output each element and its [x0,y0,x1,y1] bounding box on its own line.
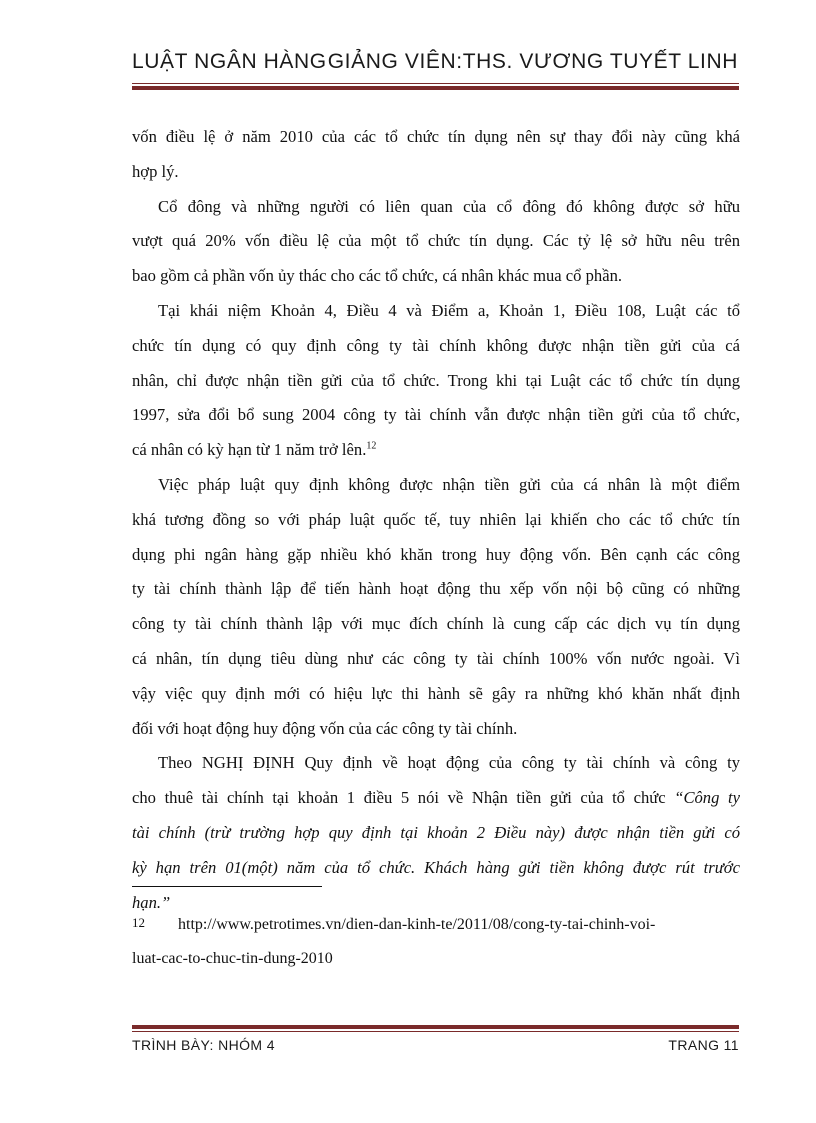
text-line: vượt quá 20% vốn điều lệ của một tổ chức tín dụng. Các tỷ lệ sở hữu nêu trên [132,231,740,251]
quote-line: tài chính (trừ trường hợp quy định tại khoản 2 Điều này) được nhận tiền gửi có [132,822,740,842]
text-line: 1997, sửa đổi bổ sung 2004 công ty tài chính vẫn được nhận tiền gửi của tổ chức, [132,405,740,425]
paragraph-2 [132,190,740,294]
text-line: công ty tài chính thành lập với mục đích chính là cung cấp các dịch vụ tín dụng [132,614,740,634]
footer-page-number: TRANG 11 [668,1037,739,1053]
text-line: chức tín dụng có quy định công ty tài chính không được nhận tiền gửi của cá [132,335,740,355]
paragraph-4 [132,468,740,746]
text-line: ty tài chính thành lập để tiến hành hoạt động thu xếp vốn nội bộ cũng có những [132,579,740,599]
footnote-reference: 12 [366,440,377,452]
footnote-url-continuation[interactable]: luat-cac-to-chuc-tin-dung-2010 [132,950,333,967]
text-line: Cổ đông và những người có liên quan của cổ đông đó không được sở hữu [158,196,740,216]
footer-rule [132,1025,739,1032]
text-line: Việc pháp luật quy định không được nhận tiền gửi của cá nhân là một điểm [158,474,740,494]
quote-fragment: “Công ty [674,788,740,808]
text-line: cá nhân, tín dụng tiêu dùng như các công ty tài chính 100% vốn nước ngoài. Vì [132,648,740,668]
footnote-separator [132,886,322,887]
footnote-url[interactable]: http://www.petrotimes.vn/dien-dan-kinh-te/2011/08/cong-ty-tai-chinh-voi- [178,916,656,933]
text-line: đối với hoạt động huy động vốn của các công ty tài chính. [132,718,518,738]
text-line: vốn điều lệ ở năm 2010 của các tổ chức tín dụng nên sự thay đổi này cũng khá [132,127,740,146]
text-line: Theo NGHỊ ĐỊNH Quy định về hoạt động của công ty tài chính và công ty [158,753,740,773]
header-course-title: LUẬT NGÂN HÀNG [132,50,327,73]
header-lecturer: GIẢNG VIÊN:THS. VƯƠNG TUYẾT LINH [327,50,738,73]
text-line [132,433,740,468]
text-fragment: cá nhân có kỳ hạn từ 1 năm trở lên. [132,440,367,460]
quote-line: hạn.” [132,892,171,912]
text-fragment: cho thuê tài chính tại khoản 1 điều 5 nói về Nhận tiền gửi của tổ chức [132,788,675,808]
document-body [132,120,740,920]
paragraph-1 [132,120,740,190]
text-line [132,781,740,816]
text-line: vậy việc quy định mới có hiệu lực thi hành sẽ gây ra những khó khăn nhất định [132,683,740,703]
paragraph-3 [132,294,740,468]
header-rule [132,83,739,90]
footnote-line [132,906,722,942]
paragraph-5 [132,746,740,920]
text-line: nhân, chỉ được nhận tiền gửi của tổ chức. Trong khi tại Luật các tổ chức tín dụng [132,370,740,390]
text-line: khá tương đồng so với pháp luật quốc tế, tuy nhiên lại khiến cho các tổ chức tín [132,509,740,529]
footnote-number: 12 [132,915,145,930]
footer-group: TRÌNH BÀY: NHÓM 4 [132,1037,275,1053]
text-line: dụng phi ngân hàng gặp nhiều khó khăn trong huy động vốn. Bên cạnh các công [132,544,740,564]
quote-line: kỳ hạn trên 01(một) năm của tổ chức. Khách hàng gửi tiền không được rút trước [132,857,740,877]
text-line: bao gồm cả phần vốn ủy thác cho các tổ chức, cá nhân khác mua cổ phần. [132,266,623,286]
page-header [132,50,738,82]
text-line: hợp lý. [132,161,179,181]
text-line: Tại khái niệm Khoản 4, Điều 4 và Điểm a, Khoản 1, Điều 108, Luật các tổ [158,300,740,320]
footnote [132,906,722,976]
